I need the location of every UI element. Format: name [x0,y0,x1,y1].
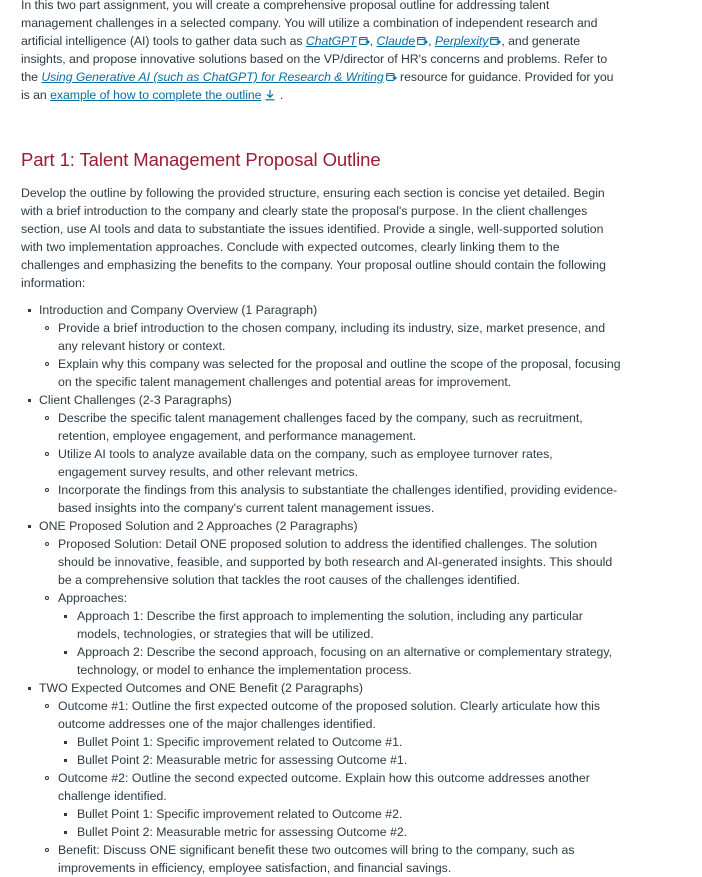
list-item: Explain why this company was selected for the proposal and outline the scope of the proposal, focusing on the specific talent management challenges and potential areas for improvement. [39,355,621,391]
external-link-icon [417,36,428,46]
list-item: Bullet Point 1: Specific improvement related to Outcome #2. [58,805,621,823]
list-item: Proposed Solution: Detail ONE proposed solution to address the identified challenges. The solution should be innovative, feasible, and supported by both research and AI-generated insights. This should be a comprehensive solution that tackles the root causes of the challenges identified. [39,535,621,589]
claude-link[interactable]: Claude [377,34,429,48]
list-item: Benefit: Discuss ONE significant benefit these two outcomes will bring to the company, such as improvements in efficiency, employee satisfaction, and financial savings. [39,841,621,877]
generative-ai-guide-link[interactable]: Using Generative AI (such as ChatGPT) for Research & Writing [41,70,396,84]
assignment-content [21,0,621,877]
list-item: Outcome #2: Outline the second expected outcome. Explain how this outcome addresses another challenge identified. Bullet Point 1: Specific improvement related to Outcome #2. Bullet Point 2: Measurable metric for assessing Outcome #2. [39,769,621,841]
part1-description: Develop the outline by following the provided structure, ensuring each section is concise yet detailed. Begin with a brief introduction to the company and clearly state the proposal's purpose. In the client challenges section, use AI tools and data to substantiate the issues identified. Provide a single, well-supported solution with two implementation approaches. Conclude with expected outcomes, clearly linking them to the challenges and emphasizing the benefits to the company. Your proposal outline should contain the following information: [21,186,606,290]
list-item: Incorporate the findings from this analysis to substantiate the challenges identified, providing evidence-based insights into the company's current talent management issues. [39,481,621,517]
list-item: Approach 2: Describe the second approach, focusing on an alternative or complementary strategy, technology, or model to enhance the implementation process. [58,643,621,679]
list-item: Outcome #1: Outline the first expected outcome of the proposed solution. Clearly articulate how this outcome addresses one of the major challenges identified. Bullet Point 1: Specific improvement related to Outcome #1. Bullet Point 2: Measurable metric for assessing Outcome #1. [39,697,621,769]
part1-heading: Part 1: Talent Management Proposal Outline [21,149,381,170]
outline-section-introduction: Introduction and Company Overview (1 Paragraph) Provide a brief introduction to the chosen company, including its industry, size, market presence, and any relevant history or context. Explain why this company was selected for the proposal and outline the scope of the proposal, focusing on the specific talent management challenges and potential areas for improvement. [21,301,621,391]
list-item: Bullet Point 1: Specific improvement related to Outcome #1. [58,733,621,751]
external-link-icon [386,72,397,82]
external-link-icon [359,36,370,46]
list-item: Provide a brief introduction to the chosen company, including its industry, size, market presence, and any relevant history or context. [39,319,621,355]
list-item: Describe the specific talent management challenges faced by the company, such as recruitment, retention, employee engagement, and performance management. [39,409,621,445]
intro-paragraph: In this two part assignment, you will create a comprehensive proposal outline for addressing talent management challenges in a selected company. You will utilize a combination of independent research and artificial intelligence (AI) tools to gather data such as ChatGPT , Claude , Perplexity , and generate insights, and propose innovative solutions based on the VP/director of HR's concerns and problems. Refer to the Using Generative AI (such as ChatGPT) for Research & Writing resource for guidance. Provided for you is an example of how to complete the outline . [21,0,614,102]
outline-section-solution: ONE Proposed Solution and 2 Approaches (2 Paragraphs) Proposed Solution: Detail ONE proposed solution to address the identified challenges. The solution should be innovative, feasible, and supported by both research and AI-generated insights. This should be a comprehensive solution that tackles the root causes of the challenges identified. Approaches: Approach 1: Describe the first approach to implementing the solution, including any particular models, technologies, or strategies that will be utilized. Approach 2: Describe the second approach, focusing on an alternative or complementary strategy, technology, or model to enhance the implementation process. [21,517,621,679]
list-item: Approaches: Approach 1: Describe the first approach to implementing the solution, including any particular models, technologies, or strategies that will be utilized. Approach 2: Describe the second approach, focusing on an alternative or complementary strategy, technology, or model to enhance the implementation process. [39,589,621,679]
chatgpt-link[interactable]: ChatGPT [306,34,370,48]
download-icon [264,89,276,101]
perplexity-link[interactable]: Perplexity [435,34,502,48]
example-outline-link[interactable]: example of how to complete the outline [50,88,276,102]
list-item: Approach 1: Describe the first approach to implementing the solution, including any particular models, technologies, or strategies that will be utilized. [58,607,621,643]
list-item: Bullet Point 2: Measurable metric for assessing Outcome #2. [58,823,621,841]
intro-text: In this two part assignment, you will create a comprehensive proposal outline for addressing talent management challenges in a selected company. You will utilize a combination of independent research and artificial intelligence (AI) tools to gather data such as [21,0,598,48]
outline-list [21,301,621,877]
list-item: Bullet Point 2: Measurable metric for assessing Outcome #1. [58,751,621,769]
external-link-icon [490,36,501,46]
list-item: Utilize AI tools to analyze available data on the company, such as employee turnover rates, engagement survey results, and other relevant metrics. [39,445,621,481]
outline-section-outcomes: TWO Expected Outcomes and ONE Benefit (2 Paragraphs) Outcome #1: Outline the first expected outcome of the proposed solution. Clearly articulate how this outcome addresses one of the major challenges identified. Bullet Point 1: Specific improvement related to Outcome #1. Bullet Point 2: Measurable metric for assessing Outcome #1. Outcome #2: Outline the second expected outcome. Explain how this outcome addresses another challenge identified. Bullet Point 1: Specific improvement related to Outcome #2. Bullet Point 2: Measurable metric for assessing Outcome #2. Benefit: Discuss ONE significant benefit these two outcomes will bring to the company, such as improvements in efficiency, employee satisfaction, and financial savings. [21,679,621,877]
outline-section-challenges: Client Challenges (2-3 Paragraphs) Describe the specific talent management challenges faced by the company, such as recruitment, retention, employee engagement, and performance management. Utilize AI tools to analyze available data on the company, such as employee turnover rates, engagement survey results, and other relevant metrics. Incorporate the findings from this analysis to substantiate the challenges identified, providing evidence-based insights into the company's current talent management issues. [21,391,621,517]
